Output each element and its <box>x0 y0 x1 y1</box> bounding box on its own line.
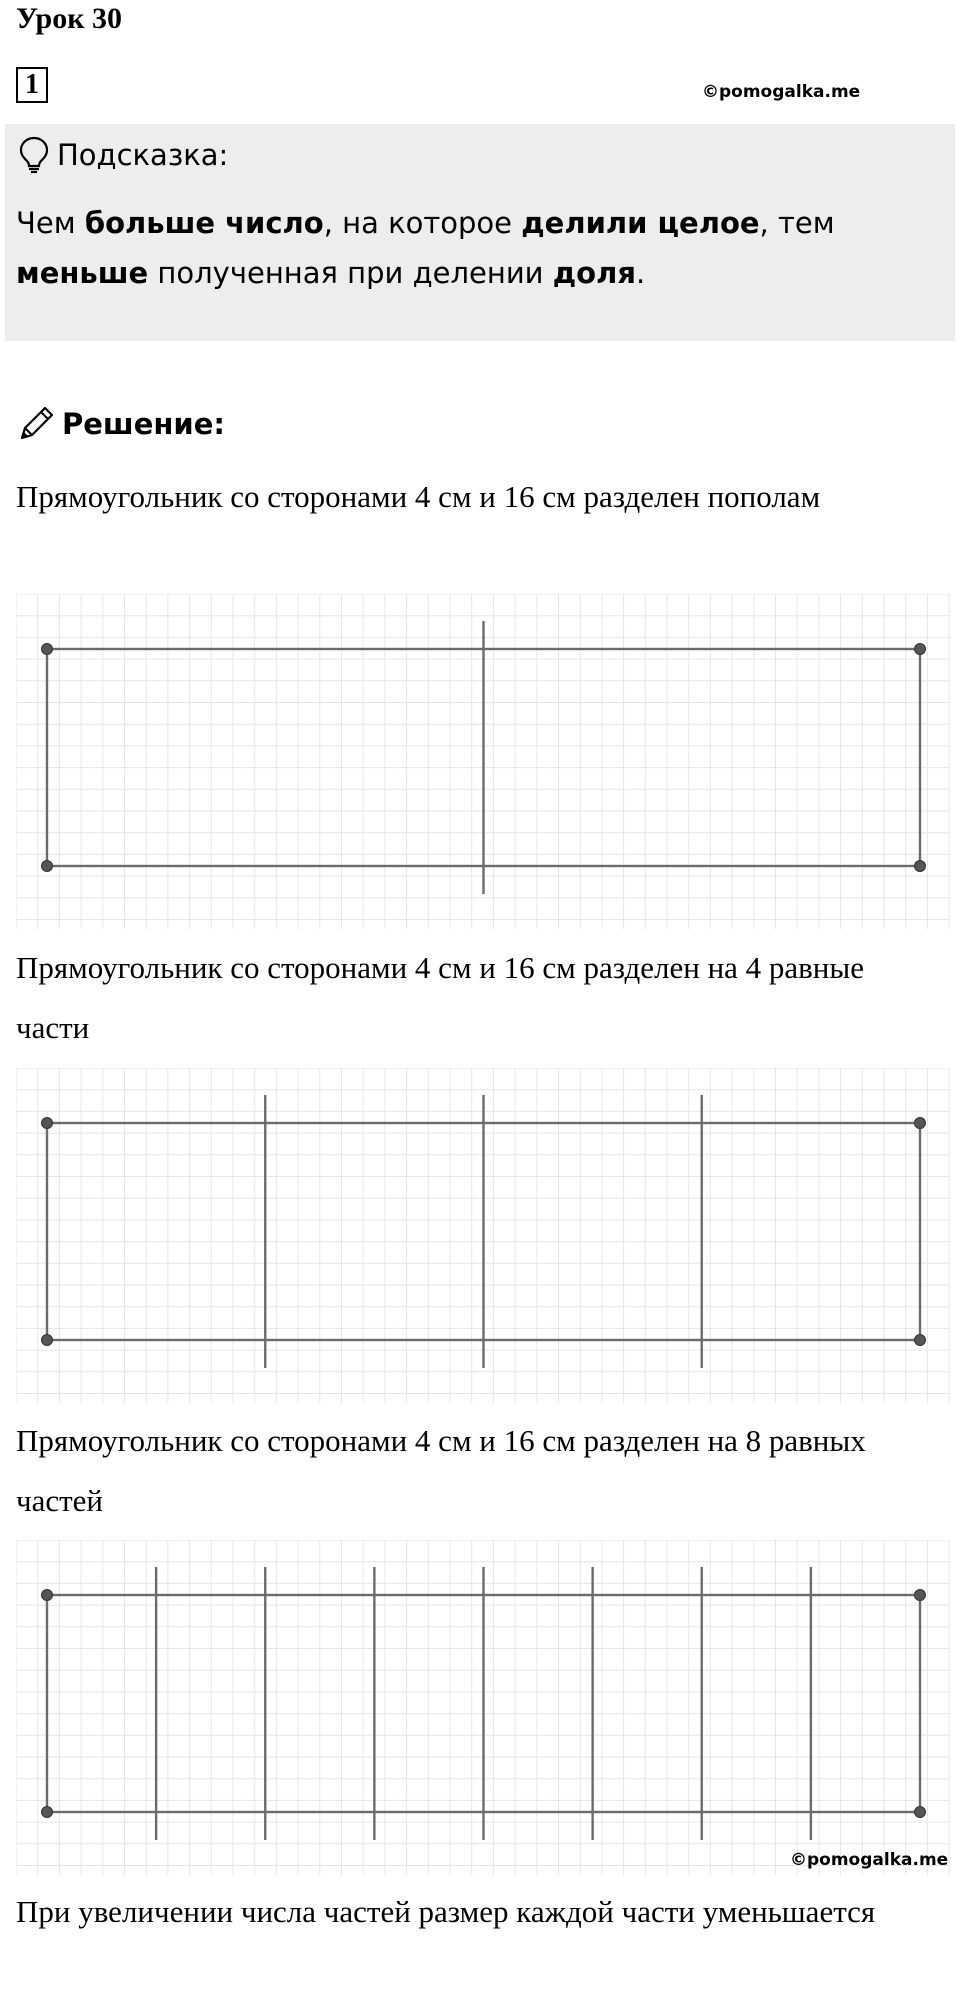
figure-2-caption: Прямоугольник со сторонами 4 см и 16 см разделен на 4 равные части <box>16 950 864 1045</box>
corner-point <box>915 644 926 655</box>
task-number: 1 <box>16 67 48 103</box>
hint-keyword: меньше <box>16 256 149 290</box>
corner-point <box>915 1590 926 1601</box>
hint-header <box>19 136 228 174</box>
hint-text-fragment: , на которое <box>323 206 522 240</box>
hint-keyword: доля <box>552 256 636 290</box>
corner-point <box>915 1807 926 1818</box>
lesson-title: Урок 30 <box>16 2 123 35</box>
corner-point <box>42 1335 53 1346</box>
corner-point <box>42 644 53 655</box>
corner-point <box>42 1118 53 1129</box>
hint-block <box>5 124 955 341</box>
hint-title: Подсказка: <box>57 138 229 172</box>
figure-2-rectangle <box>16 1068 950 1403</box>
hint-text-fragment: Чем <box>16 206 85 240</box>
corner-point <box>42 1807 53 1818</box>
corner-point <box>915 1335 926 1346</box>
watermark-bottom: ©pomogalka.me <box>790 1850 949 1870</box>
corner-point <box>915 1118 926 1129</box>
solution-header <box>16 404 225 444</box>
hint-text <box>16 198 936 298</box>
figure-3-caption: Прямоугольник со сторонами 4 см и 16 см разделен на 8 равных частей <box>16 1423 866 1518</box>
corner-point <box>42 1590 53 1601</box>
corner-point <box>42 861 53 872</box>
figure-2-grid <box>16 1068 950 1403</box>
corner-point <box>915 861 926 872</box>
conclusion-text: При увеличении числа частей размер каждой части уменьшается <box>16 1894 876 1929</box>
figure-3-rectangle <box>16 1540 950 1875</box>
lightbulb-icon <box>19 136 49 174</box>
hint-keyword: больше число <box>84 206 324 240</box>
figure-1-rectangle <box>16 594 950 929</box>
hint-text-fragment: полученная при делении <box>148 256 553 290</box>
watermark: ©pomogalka.me <box>702 82 861 102</box>
hint-keyword: делили целое <box>521 206 760 240</box>
hint-text-fragment: . <box>635 256 646 290</box>
figure-1-grid <box>16 594 950 929</box>
solution-title: Решение: <box>62 407 226 441</box>
hint-text-fragment: , тем <box>759 206 835 240</box>
figure-1-caption: Прямоугольник со сторонами 4 см и 16 см разделен пополам <box>16 479 821 514</box>
figure-3-grid <box>16 1540 950 1875</box>
pencil-icon <box>16 404 56 444</box>
